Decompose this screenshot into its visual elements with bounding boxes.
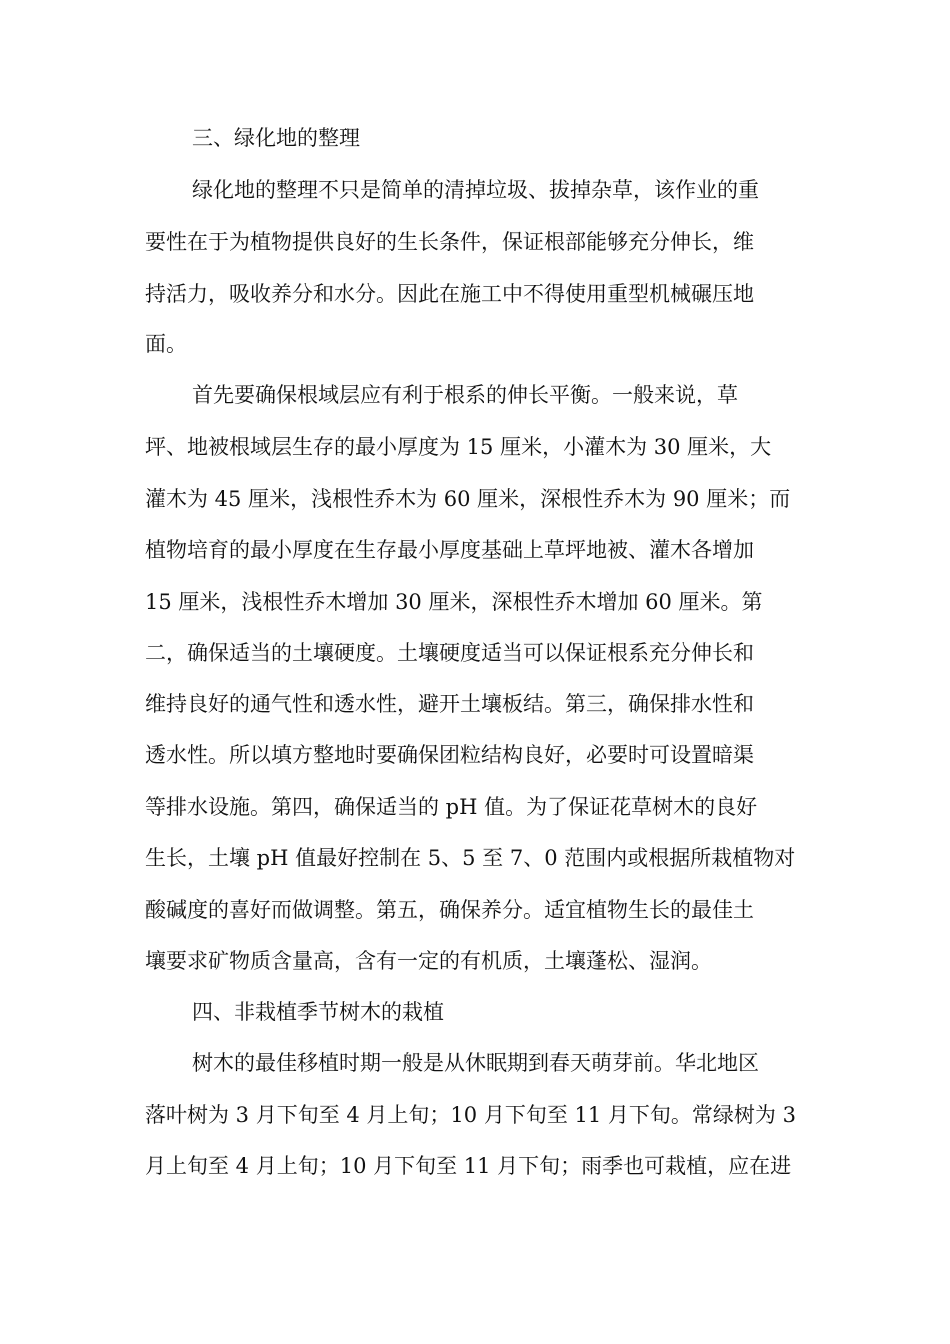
paragraph-line: 持活力，吸收养分和水分。因此在施工中不得使用重型机械碾压地 [145, 282, 754, 306]
paragraph-line: 酸碱度的喜好而做调整。第五，确保养分。适宜植物生长的最佳土 [145, 898, 754, 922]
paragraph-line: 灌木为 45 厘米，浅根性乔木为 60 厘米，深根性乔木为 90 厘米；而 [145, 487, 791, 511]
paragraph-line: 生长，土壤 pH 值最好控制在 5、5 至 7、0 范围内或根据所栽植物对 [145, 846, 796, 870]
section-heading-4: 四、非栽植季节树木的栽植 [192, 1000, 444, 1024]
section-heading-3: 三、绿化地的整理 [192, 126, 360, 150]
paragraph-line: 落叶树为 3 月下旬至 4 月上旬；10 月下旬至 11 月下旬。常绿树为 3 [145, 1103, 796, 1127]
paragraph-line: 透水性。所以填方整地时要确保团粒结构良好，必要时可设置暗渠 [145, 743, 754, 767]
paragraph-line: 月上旬至 4 月上旬；10 月下旬至 11 月下旬；雨季也可栽植，应在进 [145, 1154, 792, 1178]
paragraph-line: 等排水设施。第四，确保适当的 pH 值。为了保证花草树木的良好 [145, 795, 758, 819]
paragraph-line: 首先要确保根域层应有利于根系的伸长平衡。一般来说，草 [192, 383, 738, 407]
paragraph-line: 维持良好的通气性和透水性，避开土壤板结。第三，确保排水性和 [145, 692, 754, 716]
paragraph-line: 要性在于为植物提供良好的生长条件，保证根部能够充分伸长，维 [145, 230, 754, 254]
paragraph-line: 绿化地的整理不只是简单的清掉垃圾、拔掉杂草，该作业的重 [192, 178, 759, 202]
paragraph-line: 15 厘米，浅根性乔木增加 30 厘米，深根性乔木增加 60 厘米。第 [145, 590, 763, 614]
paragraph-line: 面。 [145, 332, 187, 356]
paragraph-line: 树木的最佳移植时期一般是从休眠期到春天萌芽前。华北地区 [192, 1051, 759, 1075]
paragraph-line: 二，确保适当的土壤硬度。土壤硬度适当可以保证根系充分伸长和 [145, 641, 754, 665]
paragraph-line: 坪、地被根域层生存的最小厚度为 15 厘米，小灌木为 30 厘米，大 [145, 435, 772, 459]
paragraph-line: 壤要求矿物质含量高，含有一定的有机质，土壤蓬松、湿润。 [145, 949, 712, 973]
paragraph-line: 植物培育的最小厚度在生存最小厚度基础上草坪地被、灌木各增加 [145, 538, 754, 562]
